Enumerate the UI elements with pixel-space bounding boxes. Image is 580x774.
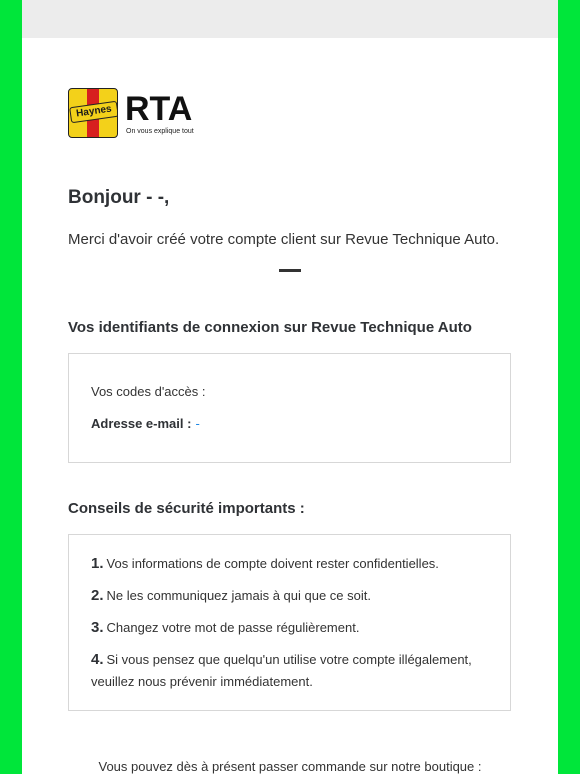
tip-item bbox=[91, 553, 491, 575]
credentials-box bbox=[68, 353, 511, 463]
tip-text: Si vous pensez que quelqu'un utilise votre compte illégalement, veuillez nous prévenir immédiatement. bbox=[91, 652, 472, 689]
tip-text: Ne les communiquez jamais à qui que ce soit. bbox=[106, 588, 371, 603]
email-top-bar bbox=[22, 0, 558, 38]
tip-number: 4. bbox=[91, 651, 104, 668]
email-row bbox=[91, 416, 200, 431]
email-label: Adresse e-mail : bbox=[91, 416, 192, 431]
tip-number: 2. bbox=[91, 587, 104, 604]
logo-tagline: On vous explique tout bbox=[126, 128, 194, 135]
security-tips-box bbox=[68, 534, 511, 711]
email-value-link[interactable]: - bbox=[195, 416, 200, 431]
credentials-title: Vos identifiants de connexion sur Revue Technique Auto bbox=[68, 319, 472, 336]
logo-brand: RTA bbox=[125, 90, 193, 128]
tip-item bbox=[91, 585, 491, 607]
tip-item bbox=[91, 649, 491, 693]
shop-text: Vous pouvez dès à présent passer commande sur notre boutique : bbox=[98, 759, 482, 774]
tip-text: Changez votre mot de passe régulièrement. bbox=[106, 620, 360, 635]
rta-logo[interactable] bbox=[68, 88, 208, 138]
tip-number: 1. bbox=[91, 555, 104, 572]
intro-text: Merci d'avoir créé votre compte client sur Revue Technique Auto. bbox=[68, 231, 500, 248]
haynes-badge-icon bbox=[68, 88, 118, 138]
divider bbox=[279, 269, 301, 272]
codes-label: Vos codes d'accès : bbox=[91, 384, 206, 399]
haynes-word: Haynes bbox=[69, 101, 118, 124]
tip-text: Vos informations de compte doivent rester confidentielles. bbox=[106, 556, 439, 571]
tip-number: 3. bbox=[91, 619, 104, 636]
greeting-heading: Bonjour - -, bbox=[68, 187, 170, 208]
email-page bbox=[22, 0, 558, 774]
security-title: Conseils de sécurité importants : bbox=[68, 500, 305, 517]
tip-item bbox=[91, 617, 491, 639]
